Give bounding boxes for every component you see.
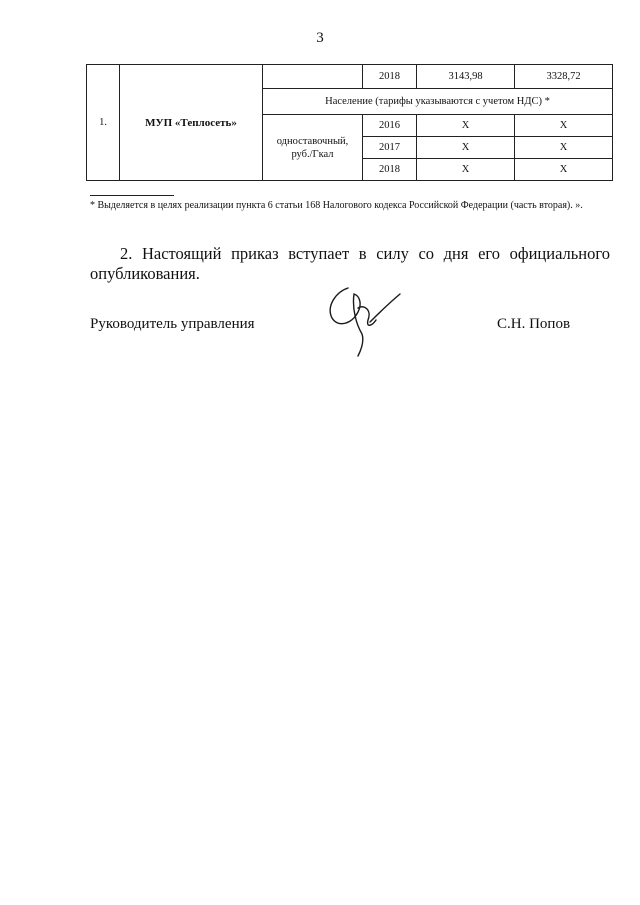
value-cell: 3328,72 <box>515 65 613 89</box>
year-cell: 2016 <box>363 115 417 137</box>
value-cell: Х <box>515 137 613 159</box>
page-number: 3 <box>316 30 324 46</box>
order-clause: 2. Настоящий приказ вступает в силу со дня его официального опубликования. <box>90 244 610 283</box>
table-row <box>87 65 613 89</box>
year-cell: 2018 <box>363 65 417 89</box>
value-cell: Х <box>417 159 515 181</box>
year-cell: 2018 <box>363 159 417 181</box>
value-cell: Х <box>515 115 613 137</box>
year-cell: 2017 <box>363 137 417 159</box>
unit-cell: одноставочный, руб./Гкал <box>263 115 363 181</box>
value-cell: Х <box>417 137 515 159</box>
empty-cell <box>263 65 363 89</box>
value-cell: Х <box>515 159 613 181</box>
footnote: * Выделяется в целях реализации пункта 6 статьи 168 Налогового кодекса Российской Федерации (часть вторая). ». <box>90 200 583 211</box>
value-cell: 3143,98 <box>417 65 515 89</box>
tariff-table <box>86 64 613 181</box>
handwritten-signature <box>318 278 408 360</box>
section-header-cell: Население (тарифы указываются с учетом НДС) * <box>263 89 613 115</box>
row-number-cell: 1. <box>87 65 120 181</box>
footnote-divider <box>90 195 174 196</box>
signatory-title: Руководитель управления <box>90 316 255 332</box>
signatory-name: С.Н. Попов <box>497 316 571 332</box>
value-cell: Х <box>417 115 515 137</box>
organization-cell: МУП «Теплосеть» <box>120 65 263 181</box>
